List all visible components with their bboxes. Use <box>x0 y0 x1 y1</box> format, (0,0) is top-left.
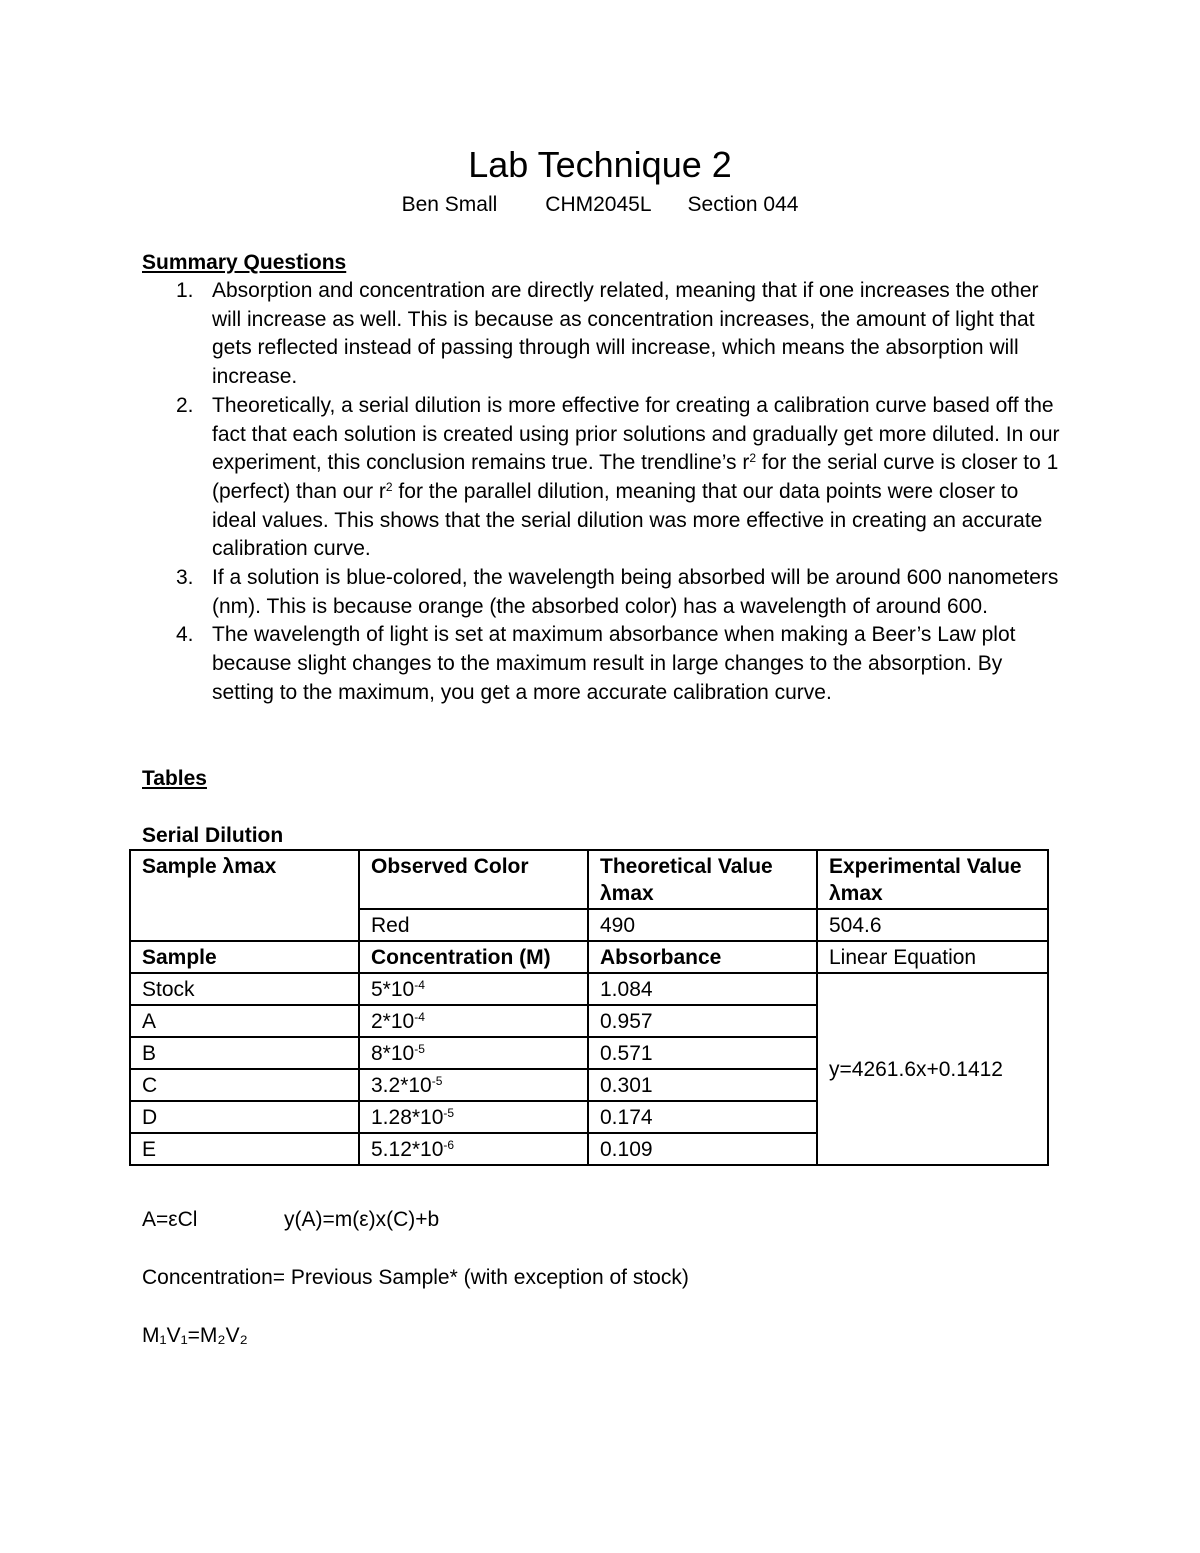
table-cell: 0.109 <box>588 1133 817 1165</box>
list-number: 1. <box>176 279 194 302</box>
section-number: Section 044 <box>687 193 799 216</box>
beer-law-formula: A=εCl <box>142 1208 198 1231</box>
table-cell: D <box>130 1101 359 1133</box>
serial-dilution-table <box>129 849 1049 1166</box>
answer-text: The wavelength of light is set at maximum absorbance when making a Beer’s Law plot because slight changes to the maximum result in large changes to the absorption. By setting to the maximum, you get a more accurate calibration curve. <box>212 623 1016 704</box>
formula-line <box>142 1206 440 1234</box>
list-item <box>142 392 1062 564</box>
linear-equation-cell: y=4261.6x+0.1412 <box>817 973 1048 1165</box>
table-header-cell: Linear Equation <box>817 941 1048 973</box>
table-cell: 0.301 <box>588 1069 817 1101</box>
page-title: Lab Technique 2 <box>468 144 732 185</box>
concentration-base: 8*10 <box>371 1042 415 1065</box>
answer-text: Theoretically, a serial dilution is more effective for creating a calibration curve based off the fact that each solution is created using prior solutions and gradually get more diluted. In our experiment, this conclusion remains true. The trendline’s r <box>212 393 1060 475</box>
concentration-base: 5.12*10 <box>371 1138 444 1161</box>
author-name: Ben Small <box>401 193 498 216</box>
table-cell: 490 <box>588 909 817 941</box>
answer-text: Absorption and concentration are directly related, meaning that if one increases the other will increase as well. This is because as concentration increases, the amount of light that gets reflected instead of passing through will increase, which means the absorption will increase. <box>212 279 1039 389</box>
serial-dilution-heading: Serial Dilution <box>142 824 284 847</box>
list-number: 2. <box>176 393 194 417</box>
table-cell: 0.571 <box>588 1037 817 1069</box>
table-header-cell: Theoretical Value λmax <box>588 850 817 909</box>
table-cell: C <box>130 1069 359 1101</box>
table-row <box>130 973 1048 1005</box>
summary-heading: Summary Questions <box>142 251 347 274</box>
table-cell <box>359 1133 588 1165</box>
superscript: -6 <box>443 1138 455 1152</box>
linear-formula: y(A)=m(ε)x(C)+b <box>284 1208 440 1231</box>
concentration-base: 3.2*10 <box>371 1074 432 1097</box>
list-number: 4. <box>176 623 194 647</box>
dilution-formula: M₁V₁=M₂V₂ <box>142 1324 248 1347</box>
table-cell: Stock <box>130 973 359 1005</box>
superscript: 2 <box>749 451 757 466</box>
list-number: 3. <box>176 566 194 590</box>
concentration-note: Concentration= Previous Sample* (with exception of stock) <box>142 1266 689 1289</box>
table-cell: 504.6 <box>817 909 1048 941</box>
list-item <box>142 621 1062 707</box>
answer-text: for the parallel dilution, meaning that our data points were closer to ideal values. This shows that the serial dilution was more effective in creating an accurate calibration curve. <box>212 479 1043 561</box>
table-header-cell: Experimental Value λmax <box>817 850 1048 909</box>
answer-text: for the serial curve is closer to 1 (perfect) than our r <box>212 451 1059 503</box>
superscript: -4 <box>414 978 425 992</box>
table-cell: 0.957 <box>588 1005 817 1037</box>
table-cell: B <box>130 1037 359 1069</box>
table-header-cell: Sample λmax <box>130 850 359 941</box>
table-cell: 1.084 <box>588 973 817 1005</box>
superscript: -4 <box>414 1010 425 1024</box>
table-cell: A <box>130 1005 359 1037</box>
list-item <box>142 277 1062 392</box>
table-header-cell: Absorbance <box>588 941 817 973</box>
author-line <box>0 191 1200 219</box>
table-cell <box>359 1101 588 1133</box>
concentration-base: 2*10 <box>371 1010 415 1033</box>
table-header-row <box>130 850 1048 909</box>
superscript: -5 <box>414 1042 425 1056</box>
list-item <box>142 564 1062 621</box>
table-cell <box>359 973 588 1005</box>
table-cell: 0.174 <box>588 1101 817 1133</box>
superscript: -5 <box>443 1106 455 1120</box>
table-cell: E <box>130 1133 359 1165</box>
superscript: 2 <box>385 479 393 494</box>
table-header-row <box>130 941 1048 973</box>
table-cell <box>359 1005 588 1037</box>
concentration-base: 1.28*10 <box>371 1106 444 1129</box>
table-header-cell: Concentration (M) <box>359 941 588 973</box>
concentration-base: 5*10 <box>371 978 415 1001</box>
table-header-cell: Observed Color <box>359 850 588 909</box>
table-cell <box>359 1069 588 1101</box>
summary-questions-list <box>142 277 1062 708</box>
tables-heading: Tables <box>142 767 207 790</box>
answer-text: If a solution is blue-colored, the wavelength being absorbed will be around 600 nanometers (nm). This is because orange (the absorbed color) has a wavelength of around 600. <box>212 566 1059 618</box>
course-code: CHM2045L <box>545 193 652 216</box>
table-header-cell: Sample <box>130 941 359 973</box>
table-cell <box>359 1037 588 1069</box>
superscript: -5 <box>431 1074 443 1088</box>
table-cell: Red <box>359 909 588 941</box>
